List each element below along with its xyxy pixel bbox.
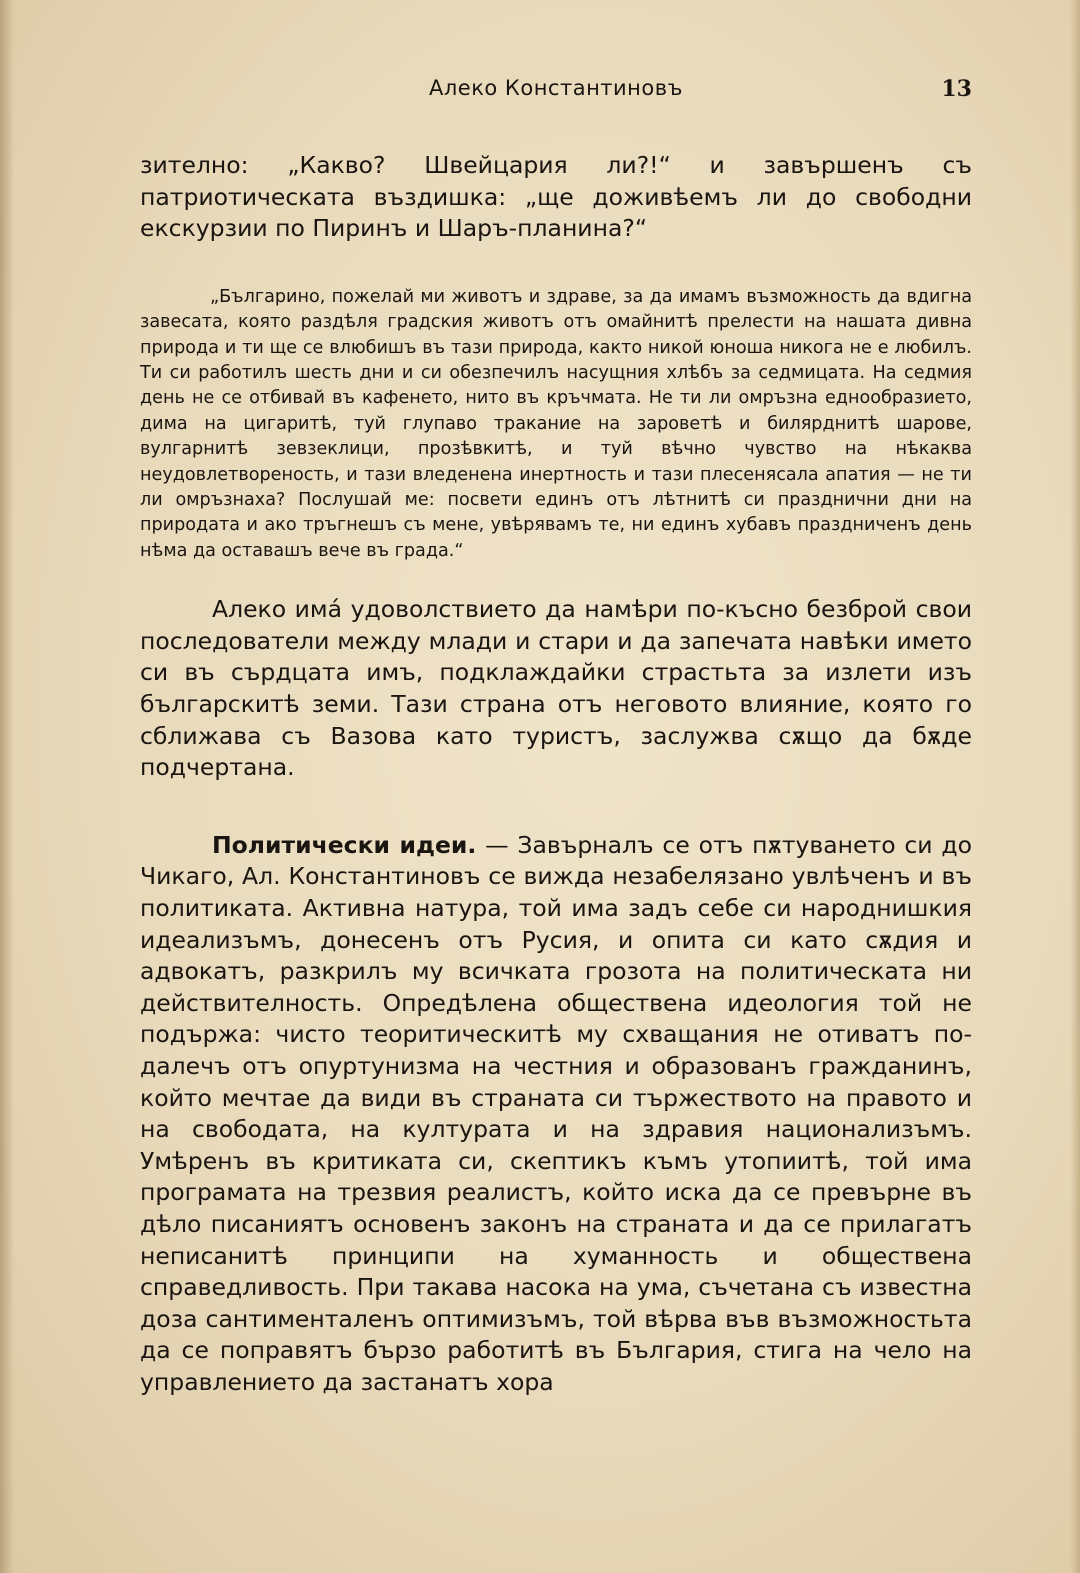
page-header xyxy=(140,76,972,108)
politics-body: — Завърналъ се отъ пѫтуването си до Чикаго, Ал. Константиновъ се вижда незабелязано увлѣченъ и въ политиката. Активна натура, той има задъ себе си народнишкия идеализъмъ, донесенъ отъ Русия, и опита си като сѫдия и адвокатъ, разкрилъ му всичката грозота на политическата ни действителность. Опредѣлена обществена идеология той не подържа: чисто теоритическитѣ му схващания не отиватъ по-далечъ отъ опуртунизма на честния и образованъ гражданинъ, който мечтае да види въ страната си тържеството на правото и на свободата, на културата и на здравия национализъмъ. Умѣренъ въ критиката си, скептикъ къмъ утопиитѣ, той има програмата на трезвия реалистъ, който иска да се превърне въ дѣло писаниятъ основенъ законъ на страната и да се прилагатъ неписанитѣ принципи на хуманность и обществена справедливость. При такава насока на ума, съчетана съ известна доза сантименталенъ оптимизъмъ, той вѣрва във възможностьта да се поправятъ бързо работитѣ въ България, стига на чело на управлението да застанатъ хора xyxy=(140,830,972,1396)
spacer xyxy=(140,245,972,285)
spacer xyxy=(140,564,972,594)
quoted-passage: „Българино, пожелай ми животъ и здраве, за да имамъ възможность да вдигна завесата, която раздѣля градския животъ отъ омайнитѣ прелести на нашата дивна природа и ти ще се влюбишъ въ тази природа, както никой юноша никога не е любилъ. Ти си работилъ шесть дни и си обезпечилъ насущния хлѣбъ за седмицата. На седмия день не се отбивай въ кафенето, нито въ кръчмата. Не ти ли омръзна еднообразието, дима на цигаритѣ, туй глупаво тракание на зароветѣ и билярднитѣ шарове, вулгарнитѣ зевзеклици, прозѣвкитѣ, и туй вѣчно чувство на нѣкаква неудовлетвореность, и тази вледенена инертность и тази плесенясала апатия — не ти ли омръзнаха? Послушай ме: посвети единъ отъ лѣтнитѣ си празднични дни на природата и ако тръгнешъ съ мене, увѣрявамъ те, ни единъ хубавъ праздниченъ день нѣма да оставашъ вече въ града.“ xyxy=(140,286,972,561)
page-edge-right xyxy=(1070,0,1080,1573)
page-edge-left xyxy=(0,0,14,1573)
section-heading: Политически идеи. xyxy=(212,830,477,859)
page-number: 13 xyxy=(941,76,972,102)
intro-paragraph: зително: „Какво? Швейцария ли?!“ и завършенъ съ патриотическата въздишка: „ще доживѣемъ ли до свободни екскурзии по Пиринъ и Шаръ-планина?“ xyxy=(140,151,972,243)
running-head: Алеко Константиновъ xyxy=(429,76,683,100)
aleko-paragraph: Алеко имá удоволствието да намѣри по-късно безброй свои последователи между млади и стари и да запечата навѣки името си въ сърдцата имъ, подклаждайки страстьта за излети изъ българскитѣ земи. Тази страна отъ неговото влияние, която го сближава съ Вазова като туристъ, заслужва сѫщо да бѫде подчертана. xyxy=(140,595,972,782)
page-body xyxy=(140,150,972,1399)
politics-paragraph xyxy=(140,830,972,1399)
spacer xyxy=(140,784,972,830)
